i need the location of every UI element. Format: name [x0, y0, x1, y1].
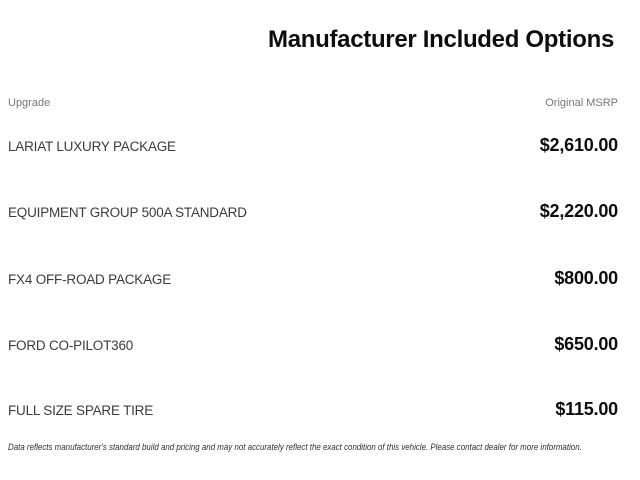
- option-msrp: $115.00: [555, 399, 618, 419]
- table-row: [8, 335, 618, 353]
- option-name: EQUIPMENT GROUP 500A STANDARD: [8, 205, 247, 220]
- option-msrp: $650.00: [554, 334, 618, 354]
- option-name: FULL SIZE SPARE TIRE: [8, 403, 154, 418]
- table-row: [8, 136, 618, 154]
- option-msrp: $2,610.00: [539, 135, 618, 155]
- option-msrp: $2,220.00: [539, 201, 618, 221]
- option-name: FX4 OFF-ROAD PACKAGE: [8, 272, 172, 287]
- table-row: [8, 400, 618, 418]
- option-name: FORD CO-PILOT360: [8, 338, 134, 353]
- table-row: [8, 202, 618, 220]
- table-row: [8, 269, 618, 287]
- column-header-original-msrp: Original MSRP: [545, 97, 618, 109]
- option-msrp: $800.00: [554, 268, 618, 288]
- disclaimer-text: Data reflects manufacturer's standard build and pricing and may not accurately reflect the exact condition of this vehicle. Please contact dealer for more information.: [8, 442, 582, 452]
- table-column-headers: [8, 98, 618, 109]
- column-header-upgrade: Upgrade: [8, 97, 51, 109]
- option-name: LARIAT LUXURY PACKAGE: [8, 139, 176, 154]
- page-title: Manufacturer Included Options: [268, 26, 614, 53]
